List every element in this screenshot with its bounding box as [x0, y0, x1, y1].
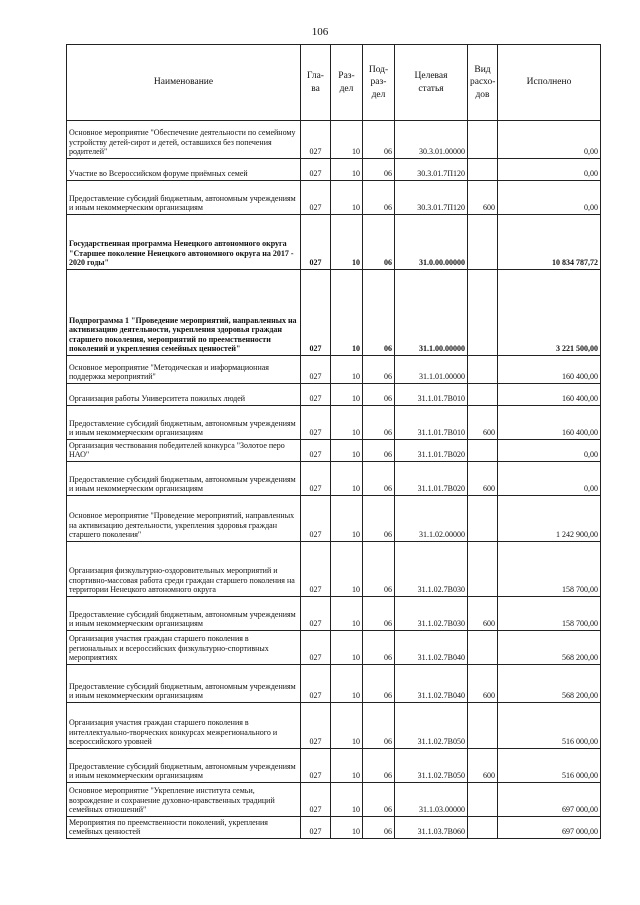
row-expense-type	[468, 121, 498, 159]
row-executed: 1 242 900,00	[498, 496, 601, 542]
row-executed: 10 834 787,72	[498, 215, 601, 270]
row-target: 30.3.01.7П120	[395, 159, 468, 181]
row-glava: 027	[301, 356, 331, 384]
row-target: 31.1.02.7В030	[395, 597, 468, 631]
row-razdel: 10	[331, 665, 363, 703]
table-row	[67, 215, 601, 270]
row-expense-type	[468, 356, 498, 384]
row-glava: 027	[301, 749, 331, 783]
row-name: Предоставление субсидий бюджетным, автономным учреждениям и иным некоммерческим организациям	[67, 181, 301, 215]
row-razdel: 10	[331, 703, 363, 749]
row-executed: 516 000,00	[498, 749, 601, 783]
row-executed: 697 000,00	[498, 783, 601, 817]
row-target: 31.1.03.00000	[395, 783, 468, 817]
row-glava: 027	[301, 817, 331, 839]
row-name: Предоставление субсидий бюджетным, автономным учреждениям и иным некоммерческим организациям	[67, 462, 301, 496]
row-name: Основное мероприятие "Методическая и информационная поддержка мероприятий"	[67, 356, 301, 384]
table-row	[67, 356, 601, 384]
header-podrazdel: Под- раз- дел	[363, 45, 395, 121]
row-name: Предоставление субсидий бюджетным, автономным учреждениям и иным некоммерческим организациям	[67, 749, 301, 783]
row-executed: 0,00	[498, 159, 601, 181]
table-row	[67, 783, 601, 817]
row-glava: 027	[301, 270, 331, 356]
row-razdel: 10	[331, 356, 363, 384]
row-expense-type	[468, 440, 498, 462]
row-name: Основное мероприятие "Проведение мероприятий, направленных на активизацию деятельности, укрепления здоровья граждан старшего поколения"	[67, 496, 301, 542]
table-row	[67, 384, 601, 406]
table-row	[67, 703, 601, 749]
row-executed: 697 000,00	[498, 817, 601, 839]
row-podrazdel: 06	[363, 542, 395, 597]
row-target: 31.1.02.7В050	[395, 749, 468, 783]
row-podrazdel: 06	[363, 215, 395, 270]
row-executed: 568 200,00	[498, 631, 601, 665]
row-name: Организация участия граждан старшего поколения в интеллектуально-творческих конкурсах межрегионального и всероссийского уровней	[67, 703, 301, 749]
table-row	[67, 406, 601, 440]
row-glava: 027	[301, 703, 331, 749]
header-executed: Исполнено	[498, 45, 601, 121]
table-row	[67, 270, 601, 356]
row-expense-type	[468, 817, 498, 839]
row-name: Основное мероприятие "Укрепление института семьи, возрождение и сохранение духовно-нравственных традиций семейных отношений"	[67, 783, 301, 817]
table-row	[67, 440, 601, 462]
table-row	[67, 462, 601, 496]
table-row	[67, 121, 601, 159]
row-executed: 516 000,00	[498, 703, 601, 749]
table-row	[67, 496, 601, 542]
row-target: 30.3.01.00000	[395, 121, 468, 159]
row-executed: 3 221 500,00	[498, 270, 601, 356]
row-podrazdel: 06	[363, 817, 395, 839]
row-glava: 027	[301, 542, 331, 597]
row-razdel: 10	[331, 121, 363, 159]
row-razdel: 10	[331, 496, 363, 542]
row-glava: 027	[301, 631, 331, 665]
header-name: Наименование	[67, 45, 301, 121]
row-name: Организация участия граждан старшего поколения в региональных и всероссийских физкультурно-спортивных мероприятиях	[67, 631, 301, 665]
table-row	[67, 631, 601, 665]
row-razdel: 10	[331, 384, 363, 406]
row-glava: 027	[301, 121, 331, 159]
row-razdel: 10	[331, 462, 363, 496]
table-row	[67, 597, 601, 631]
row-executed: 0,00	[498, 121, 601, 159]
row-target: 31.1.02.7В040	[395, 665, 468, 703]
row-podrazdel: 06	[363, 384, 395, 406]
row-glava: 027	[301, 462, 331, 496]
row-name: Предоставление субсидий бюджетным, автономным учреждениям и иным некоммерческим организациям	[67, 406, 301, 440]
row-podrazdel: 06	[363, 597, 395, 631]
row-expense-type	[468, 270, 498, 356]
row-target: 31.1.01.7В020	[395, 462, 468, 496]
row-executed: 160 400,00	[498, 384, 601, 406]
row-target: 31.1.02.7В030	[395, 542, 468, 597]
row-name: Основное мероприятие "Обеспечение деятельности по семейному устройству детей-сирот и детей, оставшихся без попечения родителей"	[67, 121, 301, 159]
row-podrazdel: 06	[363, 159, 395, 181]
row-executed: 160 400,00	[498, 406, 601, 440]
row-name: Организация работы Университета пожилых людей	[67, 384, 301, 406]
budget-execution-table	[66, 44, 601, 839]
table-row	[67, 665, 601, 703]
row-podrazdel: 06	[363, 121, 395, 159]
row-executed: 158 700,00	[498, 542, 601, 597]
row-target: 31.1.02.00000	[395, 496, 468, 542]
table-row	[67, 181, 601, 215]
row-expense-type	[468, 542, 498, 597]
row-podrazdel: 06	[363, 462, 395, 496]
row-podrazdel: 06	[363, 783, 395, 817]
row-glava: 027	[301, 215, 331, 270]
page-number: 106	[311, 26, 329, 38]
table-header-row	[67, 45, 601, 121]
row-glava: 027	[301, 384, 331, 406]
row-name: Участие во Всероссийском форуме приёмных семей	[67, 159, 301, 181]
row-glava: 027	[301, 406, 331, 440]
row-name: Государственная программа Ненецкого автономного округа "Старшее поколение Ненецкого автономного округа на 2017 - 2020 годы"	[67, 215, 301, 270]
row-name: Мероприятия по преемственности поколений, укрепления семейных ценностей	[67, 817, 301, 839]
row-podrazdel: 06	[363, 356, 395, 384]
table-row	[67, 817, 601, 839]
table-body	[67, 121, 601, 839]
row-expense-type: 600	[468, 597, 498, 631]
row-podrazdel: 06	[363, 181, 395, 215]
row-executed: 0,00	[498, 440, 601, 462]
row-name: Организация физкультурно-оздоровительных мероприятий и спортивно-массовая работа среди граждан старшего поколения на территории Ненецкого автономного округа	[67, 542, 301, 597]
row-expense-type	[468, 159, 498, 181]
row-target: 31.1.02.7В050	[395, 703, 468, 749]
row-podrazdel: 06	[363, 665, 395, 703]
row-executed: 568 200,00	[498, 665, 601, 703]
row-expense-type: 600	[468, 406, 498, 440]
row-podrazdel: 06	[363, 749, 395, 783]
row-expense-type: 600	[468, 462, 498, 496]
row-target: 31.1.01.7В010	[395, 406, 468, 440]
row-glava: 027	[301, 597, 331, 631]
row-name: Подпрограмма 1 "Проведение мероприятий, направленных на активизацию деятельности, укрепления здоровья граждан старшего поколения, мероприятий по преемственности поколений и укрепления семейных ценностей"	[67, 270, 301, 356]
row-glava: 027	[301, 496, 331, 542]
row-razdel: 10	[331, 542, 363, 597]
row-podrazdel: 06	[363, 406, 395, 440]
row-podrazdel: 06	[363, 440, 395, 462]
row-executed: 0,00	[498, 181, 601, 215]
row-expense-type: 600	[468, 665, 498, 703]
row-target: 31.1.03.7В060	[395, 817, 468, 839]
row-glava: 027	[301, 181, 331, 215]
row-expense-type	[468, 631, 498, 665]
row-podrazdel: 06	[363, 631, 395, 665]
row-expense-type	[468, 384, 498, 406]
row-razdel: 10	[331, 440, 363, 462]
row-target: 31.1.01.7В010	[395, 384, 468, 406]
row-name: Предоставление субсидий бюджетным, автономным учреждениям и иным некоммерческим организациям	[67, 597, 301, 631]
row-razdel: 10	[331, 406, 363, 440]
table-row	[67, 542, 601, 597]
header-expense-type: Вид расхо- дов	[468, 45, 498, 121]
row-razdel: 10	[331, 159, 363, 181]
row-podrazdel: 06	[363, 703, 395, 749]
row-razdel: 10	[331, 783, 363, 817]
row-glava: 027	[301, 440, 331, 462]
row-razdel: 10	[331, 181, 363, 215]
row-expense-type: 600	[468, 749, 498, 783]
row-glava: 027	[301, 783, 331, 817]
row-target: 30.3.01.7П120	[395, 181, 468, 215]
table-row	[67, 159, 601, 181]
row-razdel: 10	[331, 749, 363, 783]
row-target: 31.1.01.7В020	[395, 440, 468, 462]
row-glava: 027	[301, 665, 331, 703]
row-expense-type	[468, 783, 498, 817]
row-executed: 158 700,00	[498, 597, 601, 631]
row-razdel: 10	[331, 817, 363, 839]
row-expense-type	[468, 496, 498, 542]
row-target: 31.1.01.00000	[395, 356, 468, 384]
row-glava: 027	[301, 159, 331, 181]
row-executed: 0,00	[498, 462, 601, 496]
header-razdel: Раз- дел	[331, 45, 363, 121]
row-razdel: 10	[331, 270, 363, 356]
row-razdel: 10	[331, 597, 363, 631]
row-target: 31.1.00.00000	[395, 270, 468, 356]
table-row	[67, 749, 601, 783]
row-name: Организация чествования победителей конкурса "Золотое перо НАО"	[67, 440, 301, 462]
row-expense-type	[468, 215, 498, 270]
row-podrazdel: 06	[363, 496, 395, 542]
row-razdel: 10	[331, 215, 363, 270]
header-target: Целевая статья	[395, 45, 468, 121]
header-glava: Гла- ва	[301, 45, 331, 121]
row-executed: 160 400,00	[498, 356, 601, 384]
row-expense-type	[468, 703, 498, 749]
row-podrazdel: 06	[363, 270, 395, 356]
row-razdel: 10	[331, 631, 363, 665]
row-expense-type: 600	[468, 181, 498, 215]
row-name: Предоставление субсидий бюджетным, автономным учреждениям и иным некоммерческим организациям	[67, 665, 301, 703]
row-target: 31.0.00.00000	[395, 215, 468, 270]
row-target: 31.1.02.7В040	[395, 631, 468, 665]
